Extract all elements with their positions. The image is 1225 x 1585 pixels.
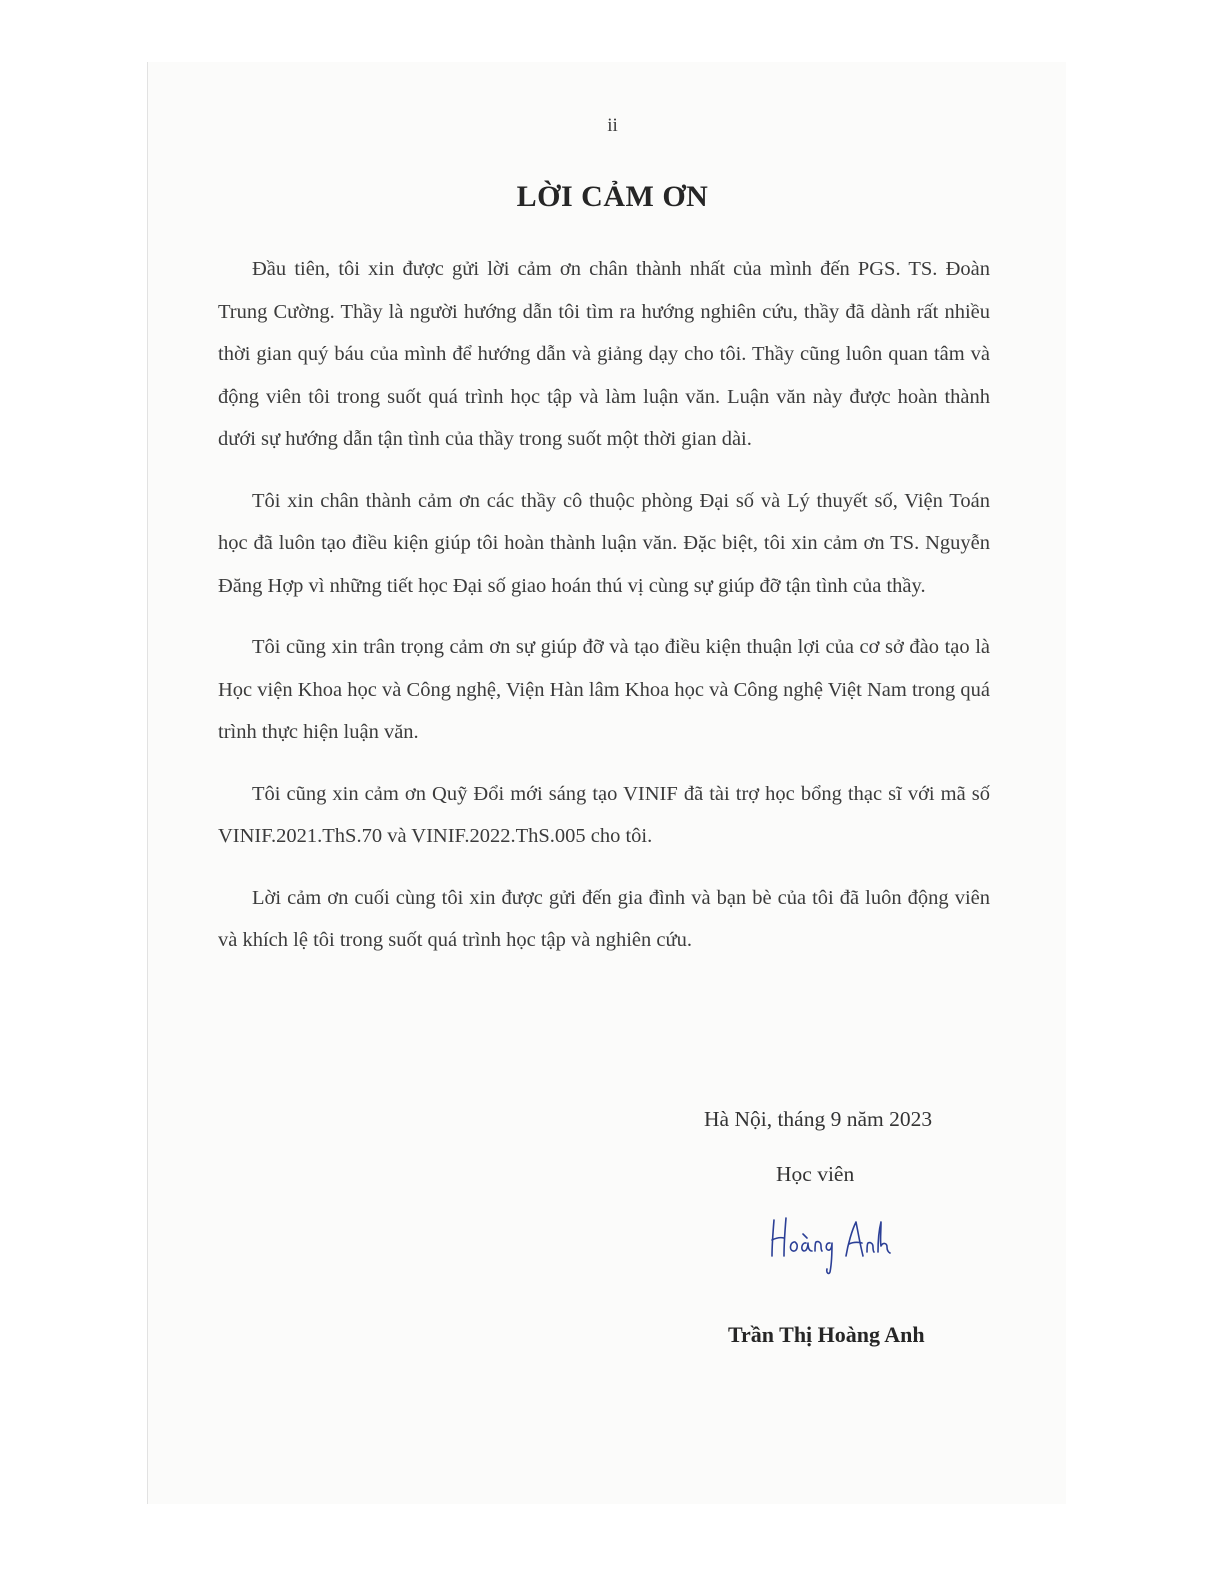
place-date: Hà Nội, tháng 9 năm 2023: [704, 1107, 933, 1131]
paragraph-3: Tôi cũng xin trân trọng cảm ơn sự giúp đỡ và tạo điều kiện thuận lợi của cơ sở đào tạo là Học viện Khoa học và Công nghệ, Viện Hàn lâm Khoa học và Công nghệ Việt Nam trong quá trình thực hiện luận văn.: [218, 636, 990, 743]
acknowledgement-body: [218, 248, 990, 981]
handwritten-signature: [760, 1212, 900, 1282]
author-name: Trần Thị Hoàng Anh: [728, 1322, 925, 1347]
paragraph-5: Lời cảm ơn cuối cùng tôi xin được gửi đến gia đình và bạn bè của tôi đã luôn động viên và khích lệ tôi trong suốt quá trình học tập và nghiên cứu.: [218, 886, 990, 951]
signer-role: Học viên: [776, 1162, 855, 1186]
page-number: ii: [607, 115, 618, 136]
paragraph-4: Tôi cũng xin cảm ơn Quỹ Đổi mới sáng tạo VINIF đã tài trợ học bổng thạc sĩ với mã số VINIF.2021.ThS.70 và VINIF.2022.ThS.005 cho tôi.: [218, 782, 990, 847]
paragraph-1: Đầu tiên, tôi xin được gửi lời cảm ơn chân thành nhất của mình đến PGS. TS. Đoàn Trung Cường. Thầy là người hướng dẫn tôi tìm ra hướng nghiên cứu, thầy đã dành rất nhiều thời gian quý báu của mình để hướng dẫn và giảng dạy cho tôi. Thầy cũng luôn quan tâm và động viên tôi trong suốt quá trình học tập và làm luận văn. Luận văn này được hoàn thành dưới sự hướng dẫn tận tình của thầy trong suốt một thời gian dài.: [218, 258, 990, 450]
paragraph-2: Tôi xin chân thành cảm ơn các thầy cô thuộc phòng Đại số và Lý thuyết số, Viện Toán học đã luôn tạo điều kiện giúp tôi hoàn thành luận văn. Đặc biệt, tôi xin cảm ơn TS. Nguyễn Đăng Hợp vì những tiết học Đại số giao hoán thú vị cùng sự giúp đỡ tận tình của thầy.: [218, 489, 990, 597]
page-title: LỜI CẢM ƠN: [516, 180, 709, 213]
